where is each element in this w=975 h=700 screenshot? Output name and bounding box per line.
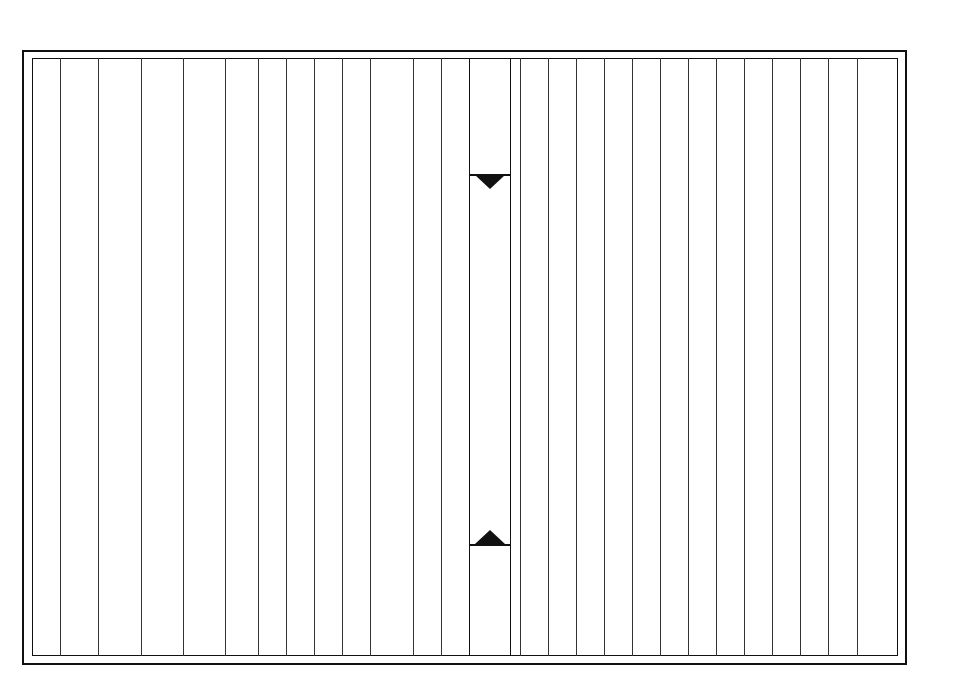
column-rule	[744, 58, 745, 656]
column-rule	[632, 58, 633, 656]
column-rule	[688, 58, 689, 656]
column-rule	[604, 58, 605, 656]
column-rule	[314, 58, 315, 656]
column-rule	[258, 58, 259, 656]
column-rule	[800, 58, 801, 656]
column-rule	[441, 58, 442, 656]
column-rule	[772, 58, 773, 656]
column-rule	[548, 58, 549, 656]
column-rule	[413, 58, 414, 656]
column-rule	[286, 58, 287, 656]
column-rule	[141, 58, 142, 656]
column-rule	[520, 58, 521, 656]
page-border-inner	[32, 58, 898, 656]
column-rule	[660, 58, 661, 656]
column-rule	[98, 58, 99, 656]
column-rule	[828, 58, 829, 656]
fish-tail-top-marker	[469, 174, 511, 176]
column-rule	[857, 58, 858, 656]
column-rule	[225, 58, 226, 656]
column-rule	[342, 58, 343, 656]
fish-tail-bottom-marker	[469, 544, 511, 546]
center-band	[469, 58, 511, 656]
column-rule	[183, 58, 184, 656]
column-rule	[370, 58, 371, 656]
column-rule	[716, 58, 717, 656]
column-rule	[576, 58, 577, 656]
column-rule	[60, 58, 61, 656]
